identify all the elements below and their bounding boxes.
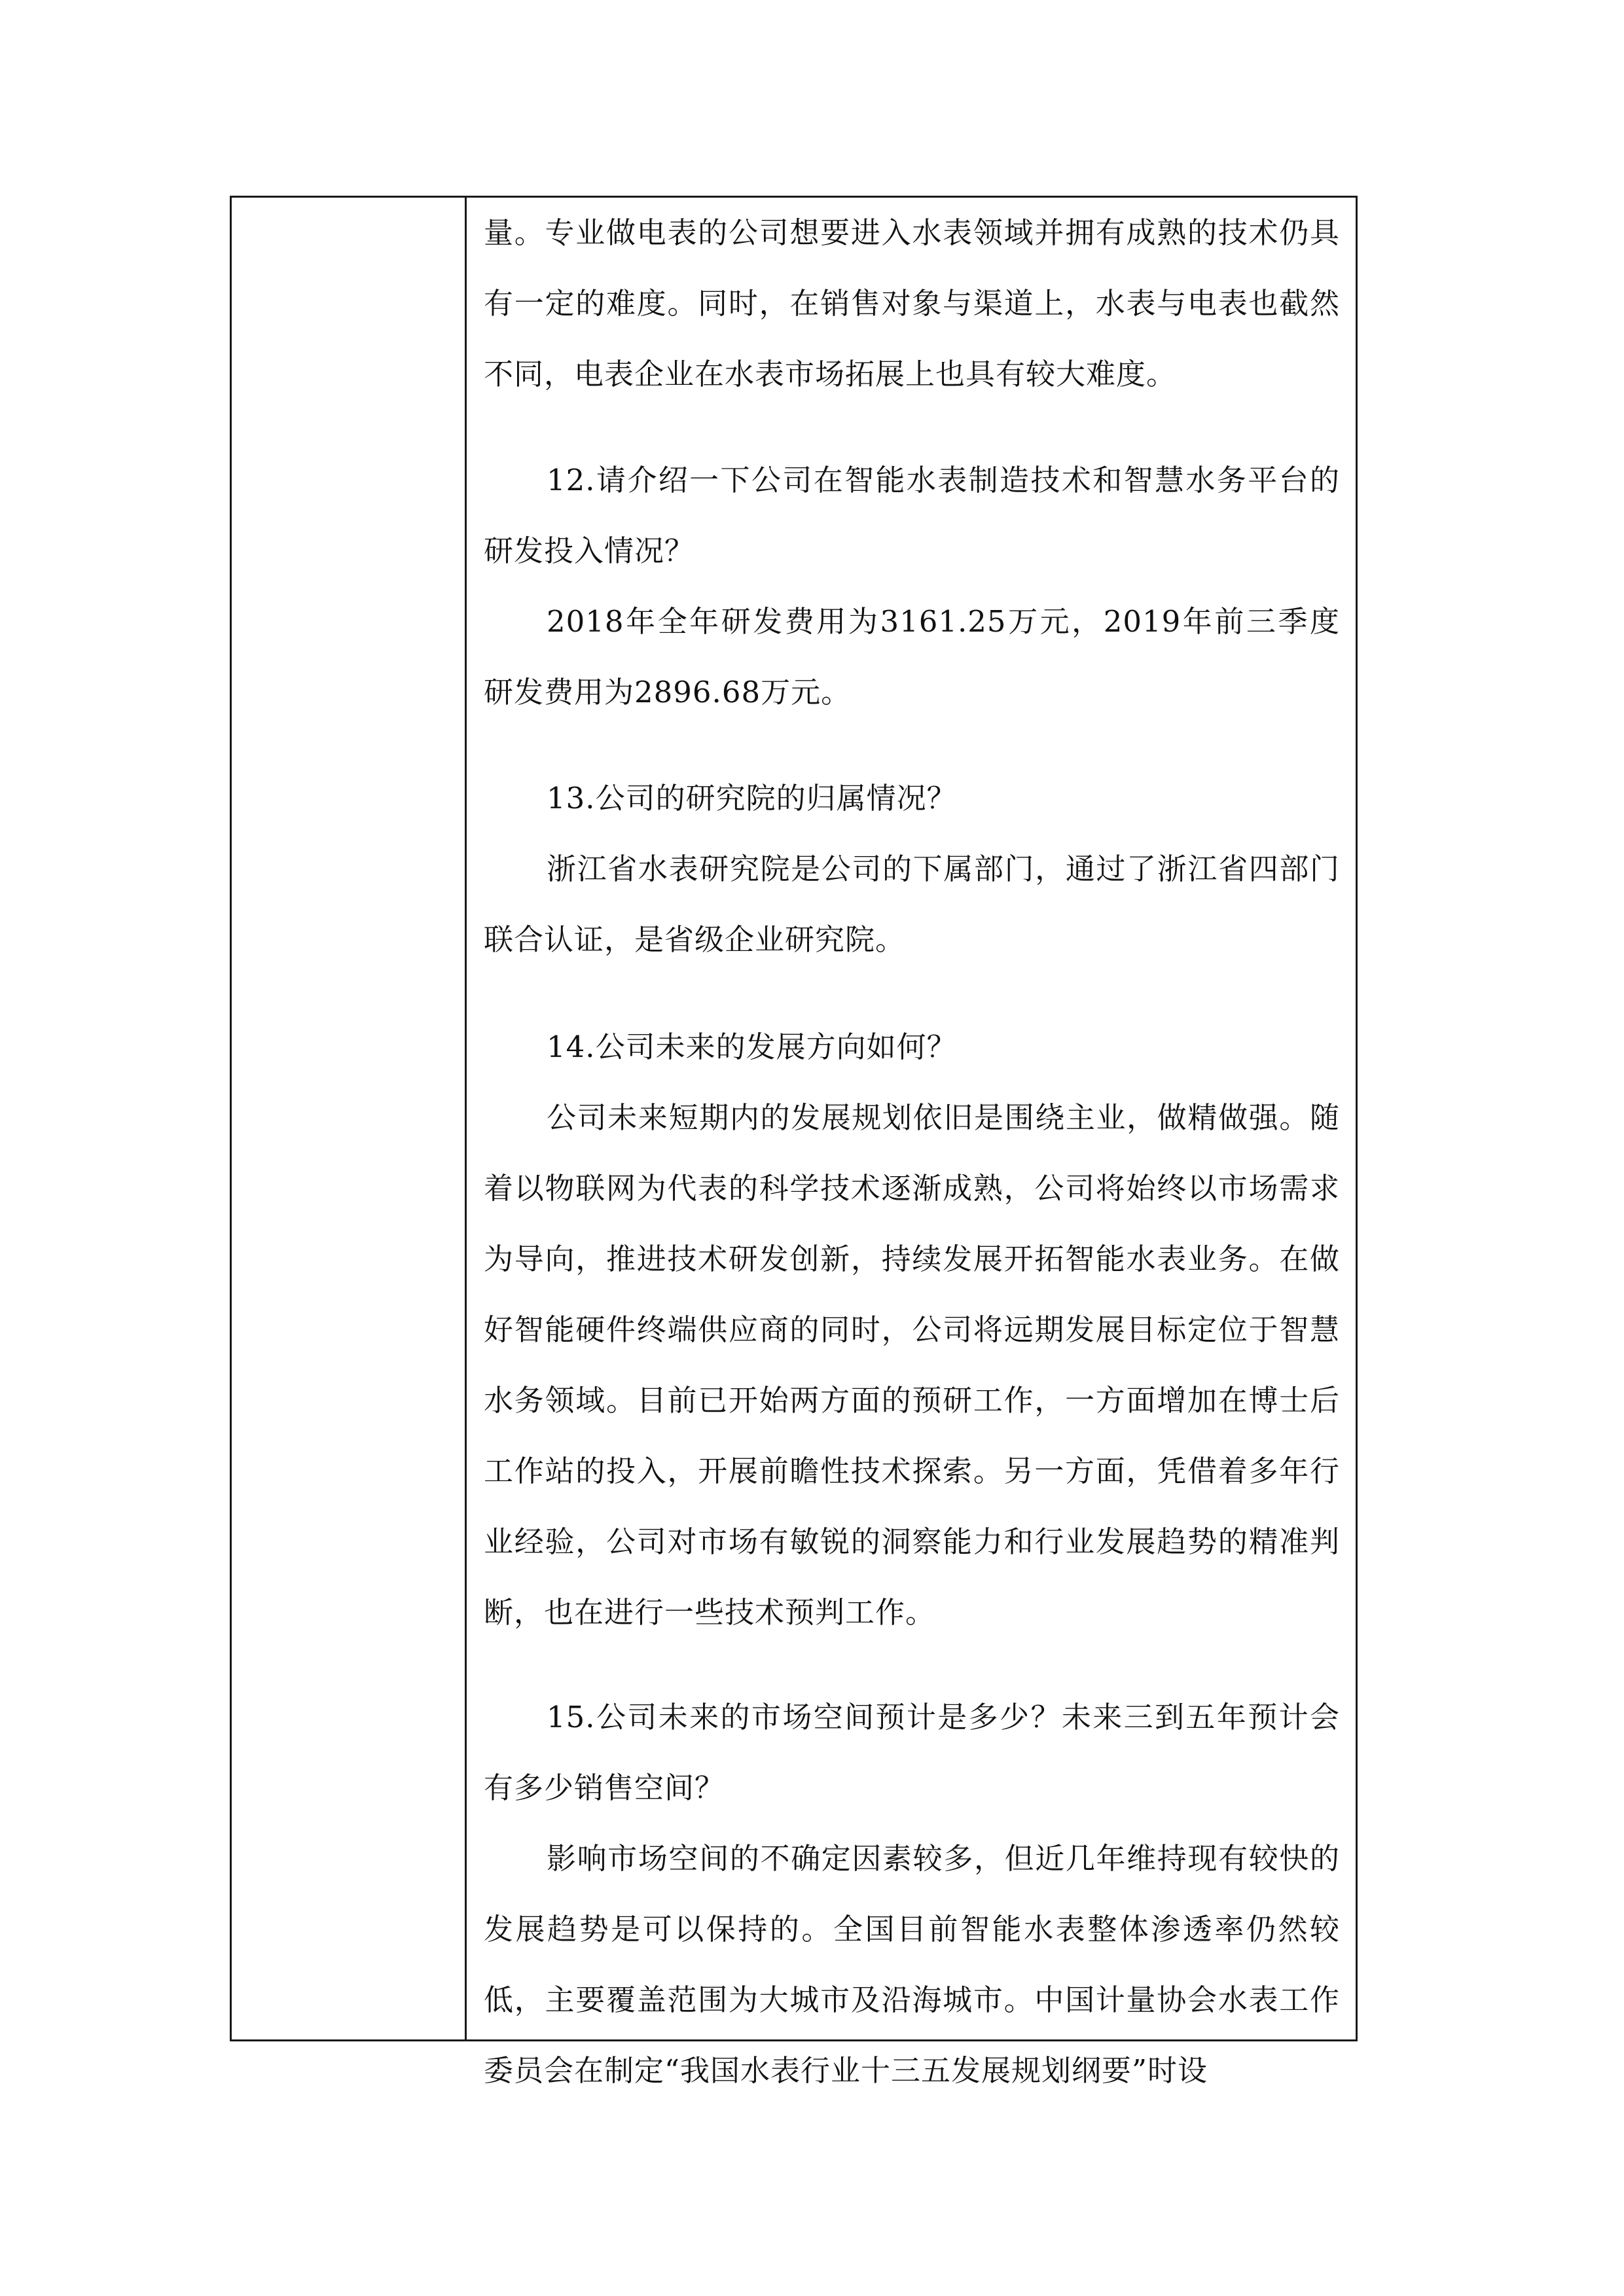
answer-13: 浙江省水表研究院是公司的下属部门，通过了浙江省四部门联合认证，是省级企业研究院。 — [484, 852, 1340, 957]
content-cell — [467, 198, 1356, 2088]
question-12: 12.请介绍一下公司在智能水表制造技术和智慧水务平台的研发投入情况？ — [484, 463, 1340, 568]
answer-14: 公司未来短期内的发展规划依旧是围绕主业，做精做强。随着以物联网为代表的科学技术逐渐成熟，公司将始终以市场需求为导向，推进技术研发创新，持续发展开拓智能水表业务。在做好智能硬件终端供应商的同时，公司将远期发展目标定位于智慧水务领域。目前已开始两方面的预研工作，一方面增加在博士后工作站的投入，开展前瞻性技术探索。另一方面，凭借着多年行业经验，公司对市场有敏锐的洞察能力和行业发展趋势的精准判断，也在进行一些技术预判工作。 — [484, 1100, 1340, 1630]
continuation-paragraph: 量。专业做电表的公司想要进入水表领域并拥有成熟的技术仍具有一定的难度。同时，在销售对象与渠道上，水表与电表也截然不同，电表企业在水表市场拓展上也具有较大难度。 — [484, 215, 1340, 391]
question-15: 15.公司未来的市场空间预计是多少？未来三到五年预计会有多少销售空间？ — [484, 1700, 1340, 1805]
label-cell — [232, 198, 465, 2039]
question-13: 13.公司的研究院的归属情况？ — [547, 781, 957, 816]
answer-15: 影响市场空间的不确定因素较多，但近几年维持现有较快的发展趋势是可以保持的。全国目前智能水表整体渗透率仍然较低，主要覆盖范围为大城市及沿海城市。中国计量协会水表工作委员会在制定“我国水表行业十三五发展规划纲要”时设 — [484, 1841, 1340, 2088]
question-14: 14.公司未来的发展方向如何？ — [547, 1030, 957, 1064]
record-table — [230, 196, 1358, 2088]
answer-12: 2018年全年研发费用为3161.25万元，2019年前三季度研发费用为2896.68万元。 — [484, 604, 1340, 709]
